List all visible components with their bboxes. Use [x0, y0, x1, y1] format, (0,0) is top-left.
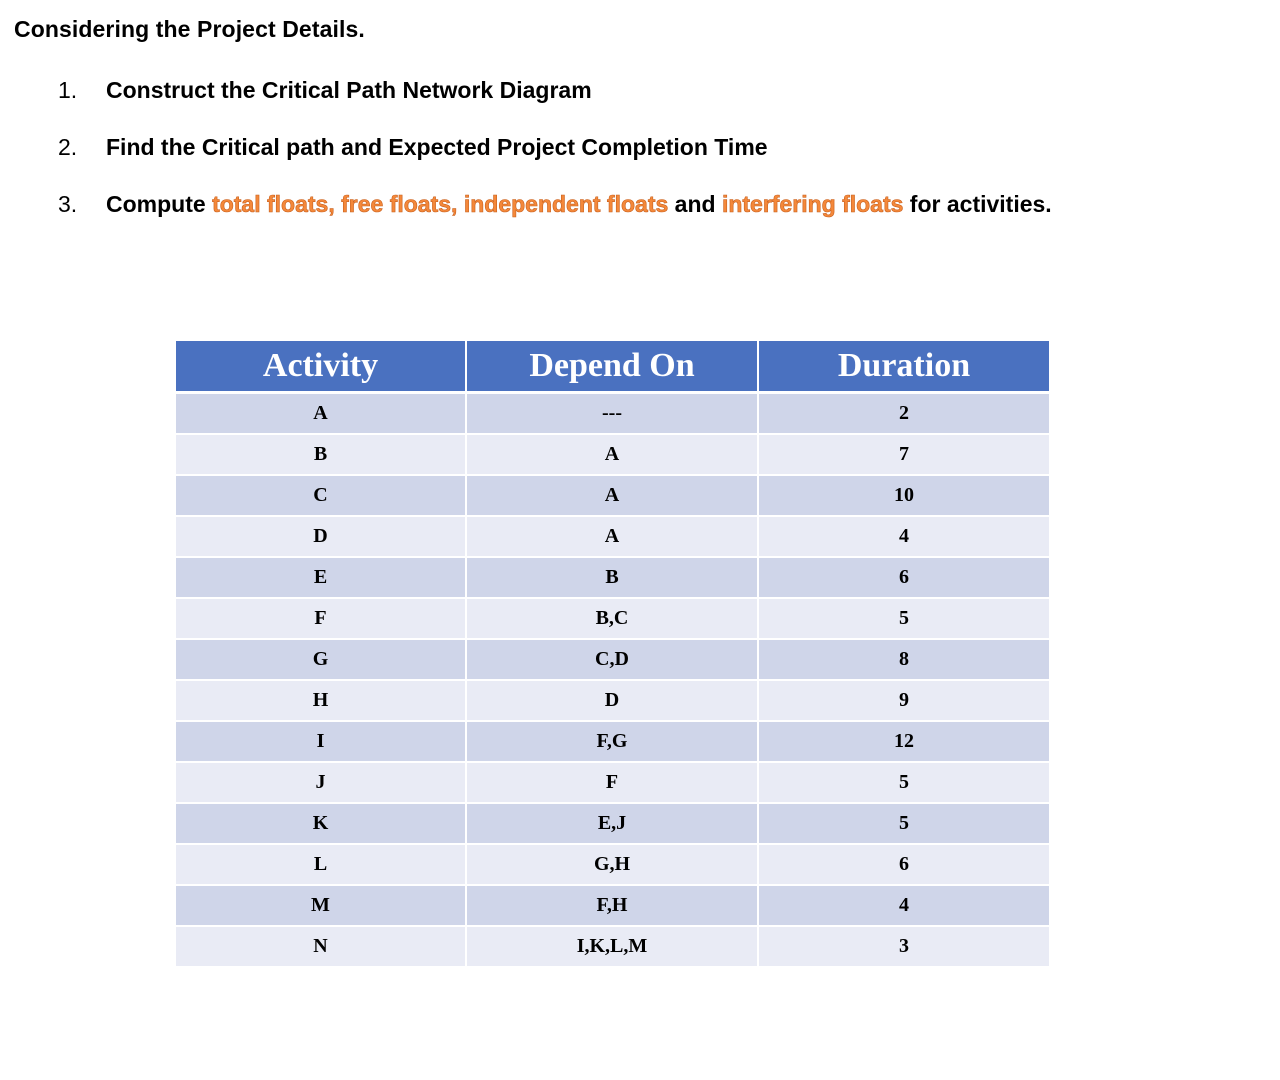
depend-on-cell: B,C — [466, 598, 758, 639]
table-row — [176, 762, 1049, 803]
task-number: 1. — [58, 77, 78, 103]
activity-cell: A — [176, 393, 466, 435]
column-header-depend-on: Depend On — [466, 341, 758, 393]
highlight-interfering-text: interfering floats — [721, 191, 904, 217]
activity-cell: J — [176, 762, 466, 803]
depend-on-cell: F — [466, 762, 758, 803]
duration-cell: 12 — [758, 721, 1049, 762]
activity-cell: N — [176, 926, 466, 967]
depend-on-cell: B — [466, 557, 758, 598]
table-row — [176, 639, 1049, 680]
depend-on-cell: A — [466, 434, 758, 475]
duration-cell: 10 — [758, 475, 1049, 516]
table-row — [176, 475, 1049, 516]
depend-on-cell: C,D — [466, 639, 758, 680]
table-row — [176, 434, 1049, 475]
task-text: Find the Critical path and Expected Project Completion Time — [106, 134, 768, 160]
page-title: Considering the Project Details. — [14, 16, 365, 42]
activity-cell: F — [176, 598, 466, 639]
duration-cell: 7 — [758, 434, 1049, 475]
column-header-activity: Activity — [176, 341, 466, 393]
task-text-prefix: Compute — [106, 191, 213, 217]
table-row — [176, 680, 1049, 721]
activity-cell: D — [176, 516, 466, 557]
duration-cell: 5 — [758, 598, 1049, 639]
table-row — [176, 885, 1049, 926]
activity-table — [176, 341, 1049, 968]
highlight-floats-text: total floats, free floats, independent floats — [212, 191, 669, 217]
task-number: 2. — [58, 134, 78, 160]
depend-on-cell: F,H — [466, 885, 758, 926]
table-row — [176, 393, 1049, 435]
duration-cell: 5 — [758, 803, 1049, 844]
table-row — [176, 926, 1049, 967]
table-row — [176, 598, 1049, 639]
duration-cell: 9 — [758, 680, 1049, 721]
table-row — [176, 844, 1049, 885]
activity-cell: H — [176, 680, 466, 721]
depend-on-cell: A — [466, 516, 758, 557]
task-text — [106, 186, 1052, 222]
depend-on-cell: D — [466, 680, 758, 721]
table-row — [176, 721, 1049, 762]
duration-cell: 8 — [758, 639, 1049, 680]
depend-on-cell: G,H — [466, 844, 758, 885]
column-header-duration: Duration — [758, 341, 1049, 393]
depend-on-cell: A — [466, 475, 758, 516]
table-header-row — [176, 341, 1049, 393]
activity-cell: M — [176, 885, 466, 926]
activity-cell: B — [176, 434, 466, 475]
duration-cell: 4 — [758, 885, 1049, 926]
activity-cell: G — [176, 639, 466, 680]
activity-cell: K — [176, 803, 466, 844]
depend-on-cell: E,J — [466, 803, 758, 844]
activity-cell: L — [176, 844, 466, 885]
activity-cell: C — [176, 475, 466, 516]
depend-on-cell: F,G — [466, 721, 758, 762]
task-text-middle: and — [668, 191, 722, 217]
duration-cell: 4 — [758, 516, 1049, 557]
duration-cell: 5 — [758, 762, 1049, 803]
duration-cell: 3 — [758, 926, 1049, 967]
table-row — [176, 803, 1049, 844]
table-row — [176, 557, 1049, 598]
duration-cell: 2 — [758, 393, 1049, 435]
depend-on-cell: I,K,L,M — [466, 926, 758, 967]
depend-on-cell: --- — [466, 393, 758, 435]
duration-cell: 6 — [758, 557, 1049, 598]
task-number: 3. — [58, 191, 78, 217]
activity-cell: E — [176, 557, 466, 598]
task-text-suffix: for activities. — [903, 191, 1052, 217]
task-text: Construct the Critical Path Network Diagram — [106, 77, 592, 103]
table-row — [176, 516, 1049, 557]
activity-cell: I — [176, 721, 466, 762]
table-body — [176, 393, 1049, 968]
duration-cell: 6 — [758, 844, 1049, 885]
